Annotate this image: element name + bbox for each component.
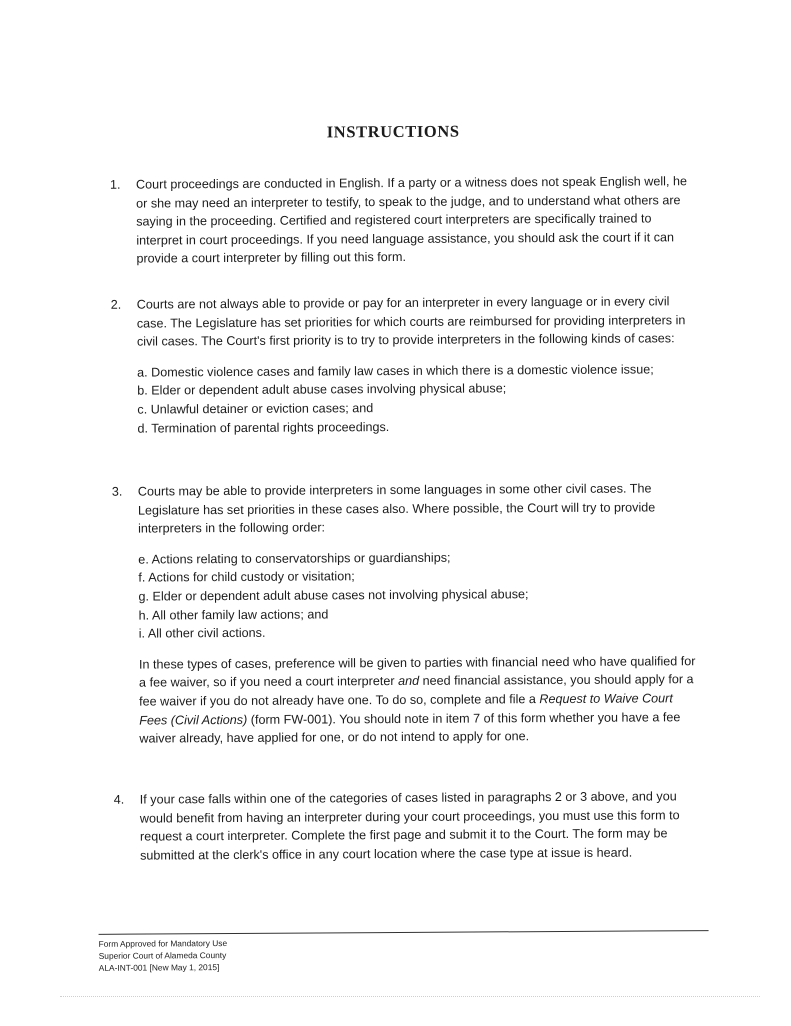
paragraph-text: (form FW-001). You should note in item 7 of this form whether you have a fee waiver already, have applied for one, or do not intend to apply for one. <box>139 709 681 746</box>
emphasized-word: and <box>398 674 420 689</box>
instruction-item-3 <box>112 479 704 748</box>
list-item: e. Actions relating to conservatorships or guardianships; <box>138 550 451 567</box>
item-number: 1. <box>109 177 121 192</box>
footer-court: Superior Court of Alameda County <box>98 949 227 961</box>
list-item: d. Termination of parental rights proceedings. <box>137 419 390 436</box>
item-text: Court proceedings are conducted in English. If a party or a witness does not speak English well, he or she may need an interpreter to testify, to speak to the judge, and to understand what others are saying in the proceeding. Certified and registered court interpreters are specifically trained to interpret in court proceedings. If you need language assistance, you should ask the court if it can provide a court interpreter by filling out this form. <box>135 174 687 266</box>
form-footer <box>99 938 228 974</box>
item-text: Courts are not always able to provide or pay for an interpreter in every language or in every civil case. The Legislature has set priorities for which courts are reimbursed for providing interpreters in civil cases. The Court's first priority is to try to provide interpreters in the following kinds of cases: <box>136 294 686 349</box>
item-number: 4. <box>113 792 125 807</box>
list-item: b. Elder or dependent adult abuse cases involving physical abuse; <box>137 381 507 398</box>
instruction-item-4 <box>114 787 704 865</box>
list-item: i. All other civil actions. <box>138 625 266 641</box>
scan-artifact-line <box>60 996 760 997</box>
paragraph-text: need financial assistance, you should apply for a fee waiver if you do not already have one. To do so, complete and file a <box>139 672 694 709</box>
list-item: a. Domestic violence cases and family law cases in which there is a domestic violence issue; <box>137 362 654 380</box>
item-number: 3. <box>111 484 123 499</box>
item-number: 2. <box>110 297 122 312</box>
item-text: Courts may be able to provide interpreters in some languages in some other civil cases. The Legislature has set priorities in these cases also. Where possible, the Court will try to provide interpreters in the following order: <box>137 481 656 536</box>
instruction-item-1 <box>110 172 701 269</box>
page-title: INSTRUCTIONS <box>326 121 460 142</box>
list-item: c. Unlawful detainer or eviction cases; and <box>137 401 374 417</box>
footer-divider <box>99 930 709 935</box>
paragraph-text: In these types of cases, preference will be given to parties with financial need who have qualified for a fee waiver, so if you need a court interpreter <box>138 653 696 690</box>
item-text: If your case falls within one of the categories of cases listed in paragraphs 2 or 3 above, and you would benefit from having an interpreter during your court proceedings, you must use this form to request a court interpreter. Complete the first page and submit it to the Court. The form may be submitted at the clerk's office in any court location where the case type at issue is heard. <box>139 789 680 863</box>
fee-waiver-paragraph <box>139 652 704 748</box>
form-title-reference: Request to Waive Court Fees (Civil Actions) <box>139 691 673 728</box>
case-priority-list <box>138 547 703 643</box>
instruction-item-2 <box>111 292 702 438</box>
footer-approval: Form Approved for Mandatory Use <box>98 938 228 949</box>
list-item: h. All other family law actions; and <box>138 606 329 623</box>
footer-form-id: ALA-INT-001 [New May 1, 2015] <box>98 961 220 973</box>
case-priority-list <box>137 360 701 438</box>
list-item: g. Elder or dependent adult abuse cases not involving physical abuse; <box>138 587 529 604</box>
list-item: f. Actions for child custody or visitation; <box>138 569 355 585</box>
